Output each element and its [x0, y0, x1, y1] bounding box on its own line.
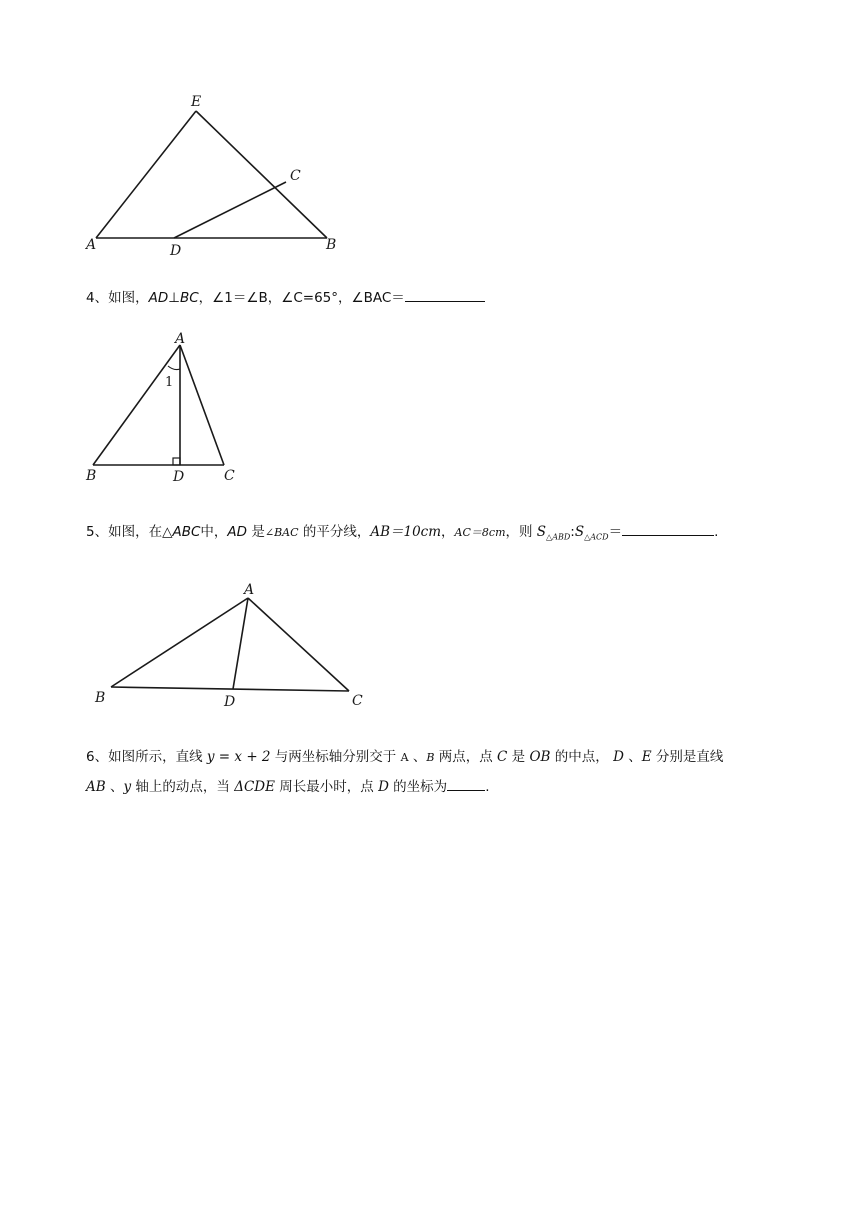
label-b: B [86, 468, 97, 484]
label-b: B [326, 237, 337, 253]
label-d: D [173, 469, 185, 485]
label-d: D [170, 243, 182, 259]
label-e: E [191, 94, 202, 110]
problem-6-point-a: A [400, 751, 409, 764]
problem-6-text-d: 是 [507, 749, 530, 765]
problem-5-prefix: 5、如图，在△ [86, 524, 173, 540]
problem-4-angle-c: ∠C=65° [281, 290, 339, 306]
problem-5-colon: : [570, 524, 575, 540]
label-c: C [290, 168, 301, 184]
problem-4-angle-bac: ∠BAC＝ [351, 290, 405, 306]
problem-5-s-abd-sub: △ABD [546, 532, 571, 542]
problem-6-triangle-cde: ΔCDE [234, 779, 275, 795]
problem-6-point-c: C [497, 749, 508, 765]
problem-5-s-acd: S [574, 524, 585, 540]
problem-5-mid: 中， [200, 524, 228, 540]
label-d: D [224, 694, 236, 710]
problem-6-ab: AB [86, 779, 106, 795]
label-a: A [86, 237, 97, 253]
problem-6-text-h: 周长最小时，点 [274, 779, 379, 795]
label-a: A [244, 582, 255, 598]
segment-bc [111, 687, 349, 691]
problem-5-eq: ＝ [608, 524, 623, 540]
problem-6-text-b: 与两坐标轴分别交于 [270, 749, 401, 765]
problem-4-sep3: ， [338, 290, 352, 306]
problem-5-ab-value: AB＝10cm [370, 524, 442, 540]
answer-blank-6[interactable] [447, 789, 485, 791]
problem-6-dun-1: 、 [408, 749, 427, 765]
problem-6-point-d-2: D [378, 779, 389, 795]
label-b: B [95, 690, 106, 706]
problem-5-abc: ABC [172, 524, 201, 540]
problem-4-angle1-eq-b: ∠1＝∠B [212, 290, 268, 306]
problem-5-s-abd: S [536, 524, 547, 540]
problem-5-ad: AD [227, 524, 248, 540]
problem-5-then: ，则 [505, 524, 537, 540]
problem-6-line-2 [86, 772, 786, 802]
problem-5-sep: ， [441, 524, 455, 540]
segment-ab [111, 598, 248, 687]
problem-4-sep1: ， [198, 290, 213, 306]
problem-6-text-e: 的中点， [550, 749, 614, 765]
problem-6-y-axis: y [123, 779, 132, 795]
problem-5-end: . [714, 524, 719, 540]
problem-6-equation: y = x + 2 [206, 749, 271, 765]
segment-ac [248, 598, 349, 691]
label-a: A [175, 331, 186, 347]
problem-6-text-i: 的坐标为 [388, 779, 448, 795]
problem-6-text-g: 轴上的动点，当 [131, 779, 235, 795]
segment-ad [233, 598, 248, 689]
problem-6-text-a: 6、如图所示，直线 [86, 749, 207, 765]
problem-5-angle-bac: ∠BAC [264, 526, 299, 539]
label-c: C [352, 693, 363, 709]
problem-6-point-e: E [641, 749, 652, 765]
problem-4-ad-perp-bc: AD⊥BC [148, 290, 199, 306]
problem-6-text-f: 分别是直线 [651, 749, 724, 765]
problem-5-bisector: 的平分线， [298, 524, 371, 540]
problem-6-ob: OB [529, 749, 551, 765]
problem-5-s-acd-sub: △ACD [584, 532, 609, 542]
problem-6-text-c: 两点，点 [434, 749, 498, 765]
problem-6-dun-3: 、 [105, 779, 124, 795]
problem-6-dun-2: 、 [623, 749, 642, 765]
label-1: 1 [165, 375, 174, 390]
label-c: C [224, 468, 235, 484]
problem-5-is: 是 [247, 524, 265, 540]
problem-5-ac-value: AC＝8cm [454, 526, 506, 539]
problem-6-point-b: B [426, 751, 435, 764]
problem-6-line-1 [86, 742, 786, 773]
problem-4-prefix: 4、如图， [86, 290, 149, 306]
problem-6-end: . [485, 779, 490, 795]
problem-6-point-d: D [613, 749, 624, 765]
problem-4-sep2: ， [267, 290, 282, 306]
